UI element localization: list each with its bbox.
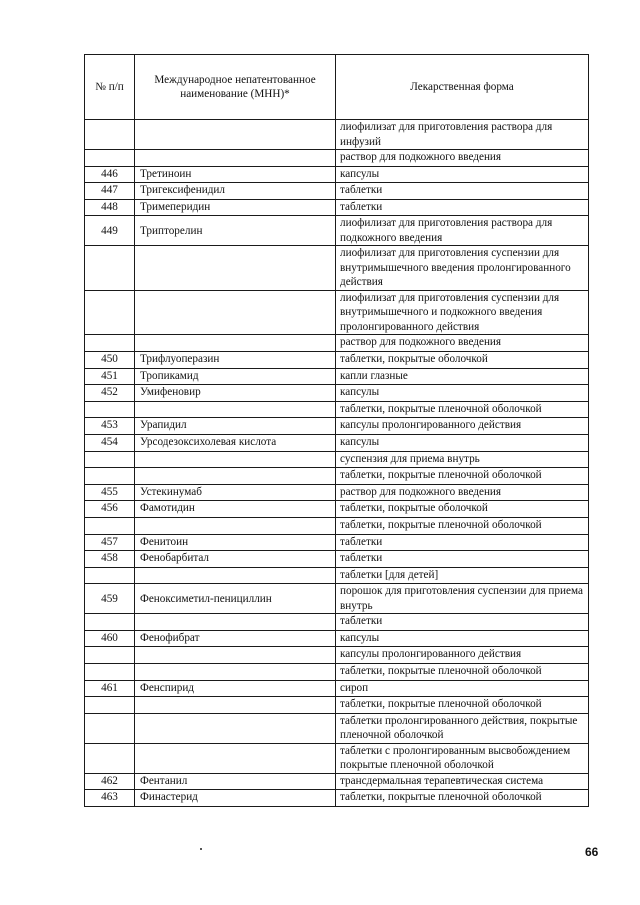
row-number-cell [85,517,135,534]
row-number-cell [85,335,135,352]
row-number-cell [85,713,135,743]
table-row [85,368,589,385]
table-row [85,351,589,368]
row-number-cell: 461 [85,680,135,697]
row-number-cell: 450 [85,351,135,368]
row-number-cell [85,451,135,468]
row-inn-name-cell: Фентанил [135,773,336,790]
table-row [85,199,589,216]
row-inn-name-cell: Трипторелин [135,216,336,246]
row-dosage-form-cell: раствор для подкожного введения [336,150,589,167]
row-inn-name-cell: Тригексифенидил [135,183,336,200]
row-inn-name-cell [135,246,336,291]
table-row [85,183,589,200]
table-row [85,468,589,485]
row-dosage-form-cell: порошок для приготовления суспензии для приема внутрь [336,584,589,614]
table-row [85,713,589,743]
row-number-cell: 455 [85,484,135,501]
row-dosage-form-cell: суспензия для приема внутрь [336,451,589,468]
row-dosage-form-cell: таблетки [336,199,589,216]
row-dosage-form-cell: таблетки, покрытые пленочной оболочкой [336,517,589,534]
row-inn-name-cell [135,120,336,150]
table-row [85,434,589,451]
table-row [85,451,589,468]
header-number: № п/п [85,55,135,120]
row-inn-name-cell: Фамотидин [135,501,336,518]
row-dosage-form-cell: таблетки, покрытые пленочной оболочкой [336,697,589,714]
row-number-cell [85,567,135,584]
row-inn-name-cell: Устекинумаб [135,484,336,501]
row-dosage-form-cell: лиофилизат для приготовления суспензии для внутримышечного введения пролонгированного действия [336,246,589,291]
row-inn-name-cell [135,614,336,631]
row-number-cell: 449 [85,216,135,246]
table-row [85,664,589,681]
row-number-cell [85,150,135,167]
row-number-cell: 458 [85,551,135,568]
row-dosage-form-cell: капсулы [336,385,589,402]
row-dosage-form-cell: таблетки, покрытые оболочкой [336,351,589,368]
row-inn-name-cell: Урсодезоксихолевая кислота [135,434,336,451]
table-row [85,680,589,697]
row-number-cell [85,120,135,150]
table-row [85,501,589,518]
row-dosage-form-cell: капсулы [336,434,589,451]
row-number-cell [85,743,135,773]
table-body [85,120,589,807]
row-number-cell [85,697,135,714]
row-inn-name-cell [135,664,336,681]
row-dosage-form-cell: капсулы пролонгированного действия [336,418,589,435]
row-dosage-form-cell: лиофилизат для приготовления раствора для подкожного введения [336,216,589,246]
row-dosage-form-cell: таблетки [336,183,589,200]
drug-list-table [84,54,589,807]
table-row [85,584,589,614]
row-dosage-form-cell: раствор для подкожного введения [336,484,589,501]
row-number-cell: 460 [85,630,135,647]
row-dosage-form-cell: сироп [336,680,589,697]
table-row [85,697,589,714]
row-number-cell: 457 [85,534,135,551]
row-inn-name-cell [135,697,336,714]
header-inn-name: Международное непатентованное наименование (МНН)* [135,55,336,120]
row-dosage-form-cell: капсулы пролонгированного действия [336,647,589,664]
row-inn-name-cell: Феноксиметил-пенициллин [135,584,336,614]
row-dosage-form-cell: таблетки с пролонгированным высвобождением покрытые пленочной оболочкой [336,743,589,773]
row-inn-name-cell: Трифлуоперазин [135,351,336,368]
row-inn-name-cell: Фенофибрат [135,630,336,647]
row-number-cell: 452 [85,385,135,402]
row-number-cell [85,290,135,335]
table-row [85,418,589,435]
page-number: 66 [585,845,599,859]
table-row [85,246,589,291]
row-inn-name-cell: Финастерид [135,790,336,807]
table-row [85,743,589,773]
row-dosage-form-cell: таблетки [336,551,589,568]
table-row [85,335,589,352]
header-row [85,55,589,120]
row-number-cell: 448 [85,199,135,216]
table-row [85,150,589,167]
row-inn-name-cell [135,335,336,352]
table-row [85,401,589,418]
scan-speck [200,848,202,850]
row-dosage-form-cell: капсулы [336,630,589,647]
header-dosage-form: Лекарственная форма [336,55,589,120]
row-inn-name-cell [135,517,336,534]
table-row [85,567,589,584]
row-dosage-form-cell: таблетки, покрытые пленочной оболочкой [336,790,589,807]
row-inn-name-cell [135,743,336,773]
row-inn-name-cell: Фенспирид [135,680,336,697]
row-inn-name-cell: Умифеновир [135,385,336,402]
row-dosage-form-cell: таблетки, покрытые пленочной оболочкой [336,468,589,485]
table-row [85,166,589,183]
row-inn-name-cell [135,468,336,485]
row-dosage-form-cell: трансдермальная терапевтическая система [336,773,589,790]
table-row [85,630,589,647]
table-row [85,385,589,402]
row-dosage-form-cell: таблетки, покрытые пленочной оболочкой [336,664,589,681]
row-dosage-form-cell: лиофилизат для приготовления суспензии для внутримышечного и подкожного введения пролонгированного действия [336,290,589,335]
row-dosage-form-cell: таблетки [336,534,589,551]
row-number-cell: 446 [85,166,135,183]
row-dosage-form-cell: капсулы [336,166,589,183]
row-dosage-form-cell: таблетки [336,614,589,631]
row-number-cell [85,401,135,418]
row-number-cell [85,647,135,664]
row-dosage-form-cell: таблетки, покрытые оболочкой [336,501,589,518]
row-dosage-form-cell: раствор для подкожного введения [336,335,589,352]
row-inn-name-cell: Фенитоин [135,534,336,551]
row-inn-name-cell: Тримеперидин [135,199,336,216]
table-row [85,790,589,807]
row-inn-name-cell [135,567,336,584]
table-row [85,773,589,790]
row-number-cell [85,664,135,681]
table-row [85,647,589,664]
row-dosage-form-cell: таблетки [для детей] [336,567,589,584]
row-inn-name-cell [135,401,336,418]
row-number-cell: 453 [85,418,135,435]
table-header [85,55,589,120]
table-row [85,551,589,568]
row-dosage-form-cell: капли глазные [336,368,589,385]
table-row [85,534,589,551]
row-inn-name-cell: Урапидил [135,418,336,435]
table-row [85,290,589,335]
row-inn-name-cell: Третиноин [135,166,336,183]
row-inn-name-cell [135,290,336,335]
row-number-cell: 462 [85,773,135,790]
row-inn-name-cell: Фенобарбитал [135,551,336,568]
table-row [85,614,589,631]
row-dosage-form-cell: лиофилизат для приготовления раствора для инфузий [336,120,589,150]
row-number-cell [85,246,135,291]
row-dosage-form-cell: таблетки пролонгированного действия, покрытые пленочной оболочкой [336,713,589,743]
row-inn-name-cell [135,713,336,743]
row-number-cell: 454 [85,434,135,451]
table-row [85,484,589,501]
row-dosage-form-cell: таблетки, покрытые пленочной оболочкой [336,401,589,418]
row-number-cell: 463 [85,790,135,807]
table-row [85,517,589,534]
row-inn-name-cell: Тропикамид [135,368,336,385]
row-number-cell [85,614,135,631]
row-number-cell: 459 [85,584,135,614]
table-row [85,216,589,246]
row-number-cell: 456 [85,501,135,518]
row-number-cell: 451 [85,368,135,385]
row-number-cell: 447 [85,183,135,200]
row-number-cell [85,468,135,485]
row-inn-name-cell [135,647,336,664]
row-inn-name-cell [135,150,336,167]
row-inn-name-cell [135,451,336,468]
table-row [85,120,589,150]
